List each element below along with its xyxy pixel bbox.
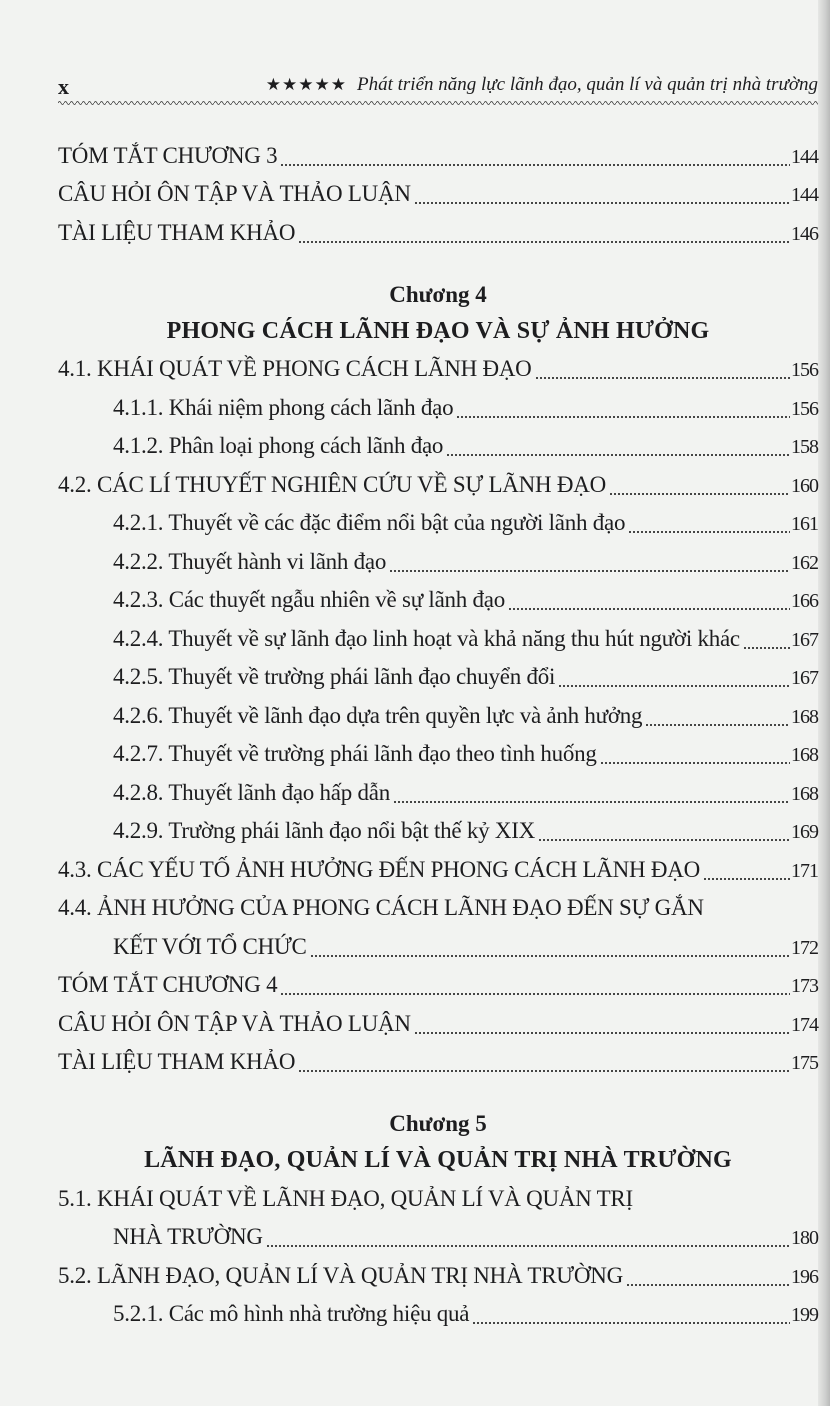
toc-page-number: 173 (791, 975, 818, 997)
toc-page-number: 162 (791, 551, 818, 574)
book-title: Phát triển năng lực lãnh đạo, quản lí và quản trị nhà trường (357, 74, 818, 95)
dot-leader (628, 526, 790, 534)
dot-leader (389, 565, 790, 573)
dot-leader (298, 236, 790, 244)
toc-entry-label: 4.2.6. Thuyết về lãnh đạo dựa trên quyền lực và ảnh hưởng (113, 702, 643, 728)
toc-page-number: 168 (791, 782, 818, 805)
toc-entry (58, 136, 818, 175)
chapter-title: LÃNH ĐẠO, QUẢN LÍ VÀ QUẢN TRỊ NHÀ TRƯỜNG (144, 1147, 732, 1173)
toc-entry (58, 619, 818, 658)
toc-entry-label: 4.2.7. Thuyết về trường phái lãnh đạo theo tình huống (113, 741, 597, 766)
toc-page-number: 156 (791, 397, 818, 420)
toc-entry-label: 5.2. LÃNH ĐẠO, QUẢN LÍ VÀ QUẢN TRỊ NHÀ TRƯỜNG (58, 1262, 623, 1288)
toc-entry-label-continued: NHÀ TRƯỜNG (113, 1224, 263, 1249)
toc-entry (58, 175, 818, 214)
toc-entry-label: 4.2.4. Thuyết về sự lãnh đạo linh hoạt và khả năng thu hút người khác (113, 625, 740, 651)
toc-entry (58, 1004, 818, 1043)
dot-leader (446, 449, 790, 457)
toc-page-number: 172 (791, 936, 818, 959)
toc-entry (58, 658, 818, 697)
dot-leader (280, 159, 790, 167)
toc-entry-label: CÂU HỎI ÔN TẬP VÀ THẢO LUẬN (58, 181, 411, 206)
dot-leader (600, 757, 790, 765)
toc-entry-continuation (58, 927, 818, 966)
dot-leader (626, 1279, 790, 1287)
page-edge-shadow (818, 0, 830, 1406)
toc-entry (58, 1295, 818, 1334)
toc-entry (58, 465, 818, 504)
running-title (266, 74, 818, 96)
toc-entry (58, 850, 818, 889)
toc-entry-label: 5.2.1. Các mô hình nhà trường hiệu quả (113, 1301, 470, 1326)
dot-leader (456, 411, 790, 419)
toc-entry-label: TÓM TẮT CHƯƠNG 4 (58, 972, 278, 997)
dot-leader (266, 1240, 790, 1248)
toc-entry-label: 5.1. KHÁI QUÁT VỀ LÃNH ĐẠO, QUẢN LÍ VÀ QUẢN TRỊ (58, 1185, 633, 1211)
stars-ornament-icon: ★★★★★ (265, 75, 347, 94)
toc-entry (58, 1043, 818, 1082)
toc-page-number: 175 (791, 1052, 818, 1074)
toc-entry (58, 1256, 818, 1295)
toc-entry-label: 4.3. CÁC YẾU TỐ ẢNH HƯỞNG ĐẾN PHONG CÁCH LÃNH ĐẠO (58, 856, 700, 882)
toc-entry-label: 4.4. ẢNH HƯỞNG CỦA PHONG CÁCH LÃNH ĐẠO ĐẾN SỰ GẮN (58, 895, 704, 920)
toc-page-number: 144 (791, 145, 818, 168)
toc-entry (58, 427, 818, 466)
dot-leader (298, 1065, 790, 1073)
toc-entry (58, 542, 818, 581)
dot-leader (743, 642, 790, 650)
toc-entry (58, 504, 818, 543)
toc-page-number: 146 (791, 222, 818, 245)
toc-page-number: 167 (791, 667, 818, 689)
toc-page-number: 168 (791, 705, 818, 728)
toc-entry-continuation (58, 1218, 818, 1257)
dot-leader (393, 796, 790, 804)
toc-page-number: 180 (791, 1227, 818, 1249)
toc-entry (58, 581, 818, 620)
dot-leader (414, 197, 790, 205)
toc-entry (58, 696, 818, 735)
dot-leader (538, 834, 790, 842)
toc-entry-label: 4.2.2. Thuyết hành vi lãnh đạo (113, 548, 387, 574)
toc-entry-label-continued: KẾT VỚI TỔ CHỨC (113, 933, 307, 959)
toc-page-number: 168 (791, 744, 818, 766)
toc-entry-label: 4.2.1. Thuyết về các đặc điểm nổi bật của người lãnh đạo (113, 510, 626, 535)
chapter-number: Chương 4 (389, 281, 487, 307)
toc-entry (58, 966, 818, 1005)
toc-entry-label: 4.2. CÁC LÍ THUYẾT NGHIÊN CỨU VỀ SỰ LÃNH ĐẠO (58, 471, 606, 497)
toc-entry-label: 4.2.5. Thuyết về trường phái lãnh đạo chuyển đổi (113, 664, 556, 689)
dot-leader (280, 988, 790, 996)
toc-page-number: 144 (791, 184, 818, 206)
wavy-rule-divider (58, 100, 818, 106)
toc-entry-label: 4.1. KHÁI QUÁT VỀ PHONG CÁCH LÃNH ĐẠO (58, 356, 532, 381)
toc-page-number: 156 (791, 359, 818, 381)
toc-entry (58, 889, 818, 928)
dot-leader (645, 719, 790, 727)
toc-entry-label: 4.2.3. Các thuyết ngẫu nhiên về sự lãnh đạo (113, 587, 505, 612)
toc-entry-label: 4.2.8. Thuyết lãnh đạo hấp dẫn (113, 779, 390, 805)
toc-entry (58, 1179, 818, 1218)
toc-page-number: 161 (791, 513, 818, 535)
toc-page-number: 158 (791, 436, 818, 458)
toc-entry (58, 812, 818, 851)
toc-entry-label: TÓM TẮT CHƯƠNG 3 (58, 142, 278, 168)
toc-page-number: 167 (791, 628, 818, 651)
toc-entry-label: 4.1.1. Khái niệm phong cách lãnh đạo (113, 394, 454, 420)
toc-entry (58, 735, 818, 774)
dot-leader (472, 1317, 790, 1325)
toc-page-number: 196 (791, 1265, 818, 1288)
toc-entry-label: TÀI LIỆU THAM KHẢO (58, 1049, 296, 1074)
dot-leader (558, 680, 790, 688)
toc-page-number: 169 (791, 821, 818, 843)
toc-page-number: 166 (791, 590, 818, 612)
running-header (58, 72, 818, 102)
dot-leader (508, 603, 790, 611)
toc-entry (58, 388, 818, 427)
toc-entry (58, 213, 818, 252)
toc-entry-label: CÂU HỎI ÔN TẬP VÀ THẢO LUẬN (58, 1010, 411, 1036)
toc-page-number: 174 (791, 1013, 818, 1036)
toc-page-number: 160 (791, 474, 818, 497)
toc-entry (58, 350, 818, 389)
toc-entry-label: 4.2.9. Trường phái lãnh đạo nổi bật thế kỷ XIX (113, 818, 535, 843)
dot-leader (310, 950, 790, 958)
table-of-contents (58, 136, 818, 1333)
chapter-number: Chương 5 (389, 1111, 487, 1136)
dot-leader (609, 488, 790, 496)
dot-leader (414, 1027, 790, 1035)
toc-page-number: 171 (791, 859, 818, 882)
page-folio: x (58, 74, 69, 99)
toc-entry (58, 773, 818, 812)
toc-entry-label: TÀI LIỆU THAM KHẢO (58, 219, 296, 245)
dot-leader (703, 873, 790, 881)
toc-page-number: 199 (791, 1304, 818, 1326)
toc-entry-label: 4.1.2. Phân loại phong cách lãnh đạo (113, 433, 444, 458)
dot-leader (535, 372, 790, 380)
chapter-title: PHONG CÁCH LÃNH ĐẠO VÀ SỰ ẢNH HƯỞNG (166, 317, 710, 344)
